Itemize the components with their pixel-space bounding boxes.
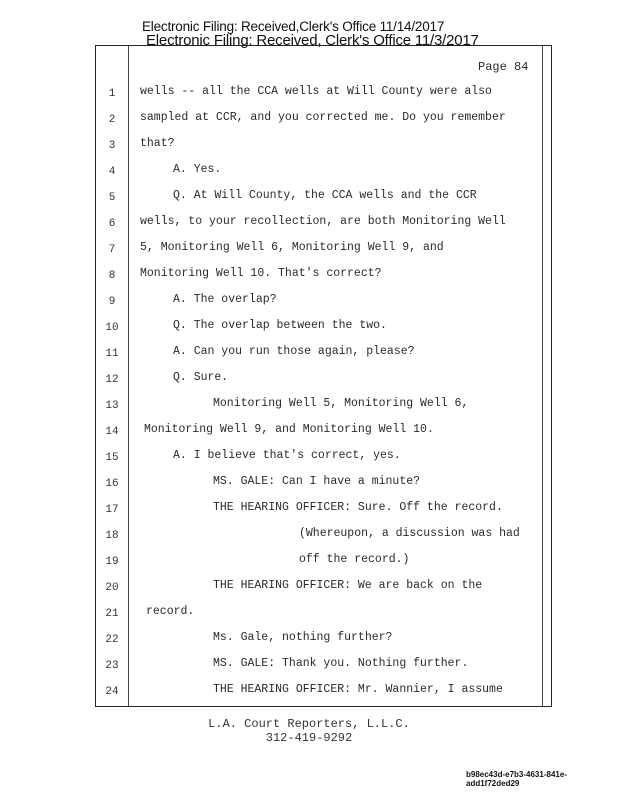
transcript-line: off the record.) [299, 553, 410, 566]
transcript-line: A. Yes. [173, 163, 222, 176]
transcript-line: THE HEARING OFFICER: Sure. Off the record. [213, 501, 503, 514]
line-number: 2 [108, 114, 116, 126]
line-number: 8 [108, 270, 116, 282]
transcript-line: Q. At Will County, the CCA wells and the CCR [173, 189, 477, 202]
filing-stamp-upper: Electronic Filing: Received,Clerk's Office 11/14/2017 [142, 19, 445, 34]
court-reporter-phone: 312-419-9292 [265, 731, 353, 745]
transcript-line: MS. GALE: Thank you. Nothing further. [213, 657, 469, 670]
right-margin-rule [542, 46, 543, 706]
line-number: 18 [105, 530, 119, 542]
transcript-line: Monitoring Well 10. That's correct? [140, 267, 382, 280]
line-number: 7 [108, 244, 116, 256]
transcript-line: THE HEARING OFFICER: Mr. Wannier, I assume [213, 683, 503, 696]
transcript-line: MS. GALE: Can I have a minute? [213, 475, 421, 488]
transcript-line: A. Can you run those again, please? [173, 345, 415, 358]
transcript-line: wells -- all the CCA wells at Will County were also [140, 85, 492, 98]
line-number: 4 [108, 166, 116, 178]
transcript-line: A. The overlap? [173, 293, 277, 306]
page-number: Page 84 [478, 60, 529, 74]
transcript-line: Monitoring Well 9, and Monitoring Well 10. [144, 423, 434, 436]
left-margin-rule [128, 46, 129, 706]
line-number: 17 [105, 504, 119, 516]
line-number: 5 [108, 192, 116, 204]
line-number: 16 [105, 478, 119, 490]
line-number: 23 [105, 660, 119, 672]
transcript-line: Q. The overlap between the two. [173, 319, 387, 332]
transcript-line: THE HEARING OFFICER: We are back on the [213, 579, 483, 592]
line-number: 6 [108, 218, 116, 230]
line-number: 24 [105, 686, 119, 698]
transcript-line: sampled at CCR, and you corrected me. Do you remember [140, 111, 506, 124]
transcript-line: (Whereupon, a discussion was had [299, 527, 520, 540]
transcript-line: A. I believe that's correct, yes. [173, 449, 401, 462]
transcript-line: that? [140, 137, 175, 150]
line-number: 14 [105, 426, 119, 438]
line-number: 13 [105, 400, 119, 412]
line-number: 21 [105, 608, 119, 620]
line-number: 22 [105, 634, 119, 646]
document-id: b98ec43d-e7b3-4631-841e-add1f72ded29 [466, 770, 567, 788]
line-number: 3 [108, 140, 116, 152]
court-reporter-name: L.A. Court Reporters, L.L.C. [208, 717, 410, 731]
line-number: 9 [108, 296, 116, 308]
transcript-line: record. [146, 605, 195, 618]
transcript-line: Q. Sure. [173, 371, 229, 384]
line-number: 12 [105, 374, 119, 386]
line-number: 10 [105, 322, 119, 334]
line-number: 15 [105, 452, 119, 464]
transcript-line: wells, to your recollection, are both Monitoring Well [140, 215, 506, 228]
line-number: 20 [105, 582, 119, 594]
line-number: 1 [108, 88, 116, 100]
transcript-line: 5, Monitoring Well 6, Monitoring Well 9, and [140, 241, 444, 254]
line-number: 19 [105, 556, 119, 568]
line-number: 11 [105, 348, 119, 360]
transcript-line: Monitoring Well 5, Monitoring Well 6, [213, 397, 469, 410]
filing-stamp-lower: Electronic Filing: Received, Clerk's Office 11/3/2017 [146, 32, 479, 49]
transcript-line: Ms. Gale, nothing further? [213, 631, 393, 644]
